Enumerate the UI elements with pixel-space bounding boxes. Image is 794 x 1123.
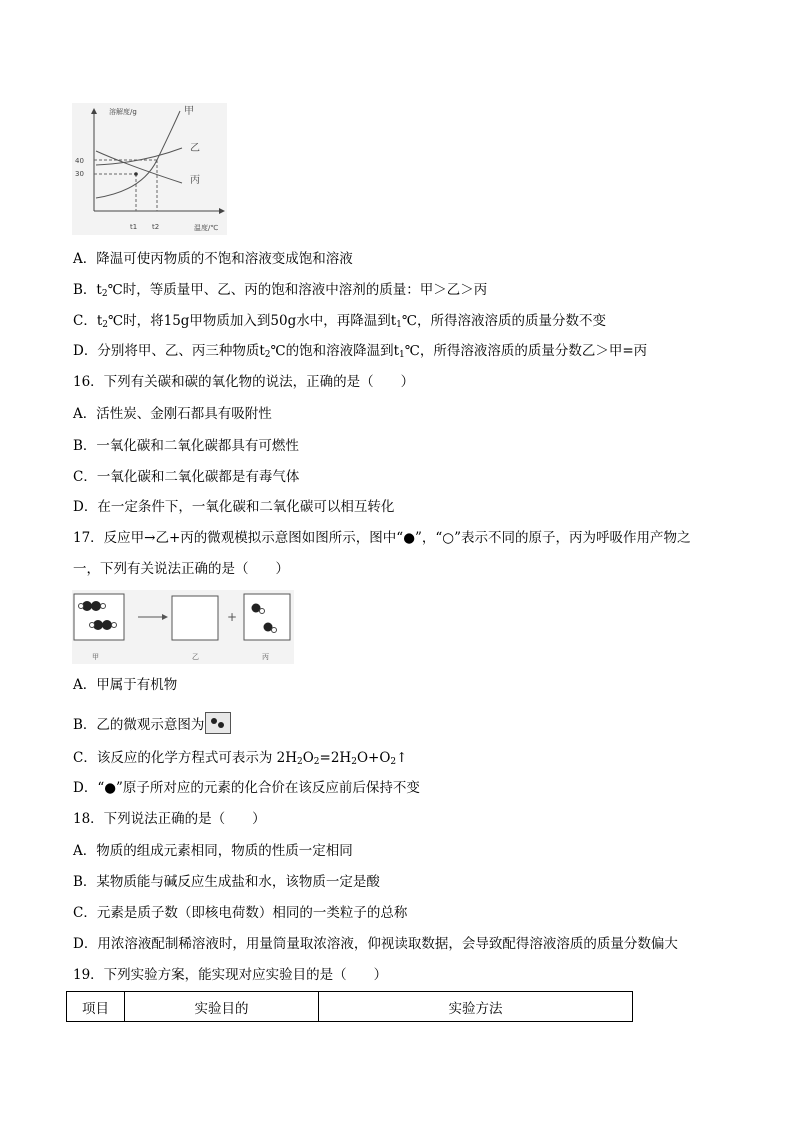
q17-stem-line1: 17．反应甲→乙+丙的微观模拟示意图如图所示，图中“●”，“○”表示不同的原子，丙为呼吸作用产物之 [73,530,691,546]
label-bing: 丙 [262,653,269,661]
q16-option-b: B．一氧化碳和二氧化碳都具有可燃性 [73,438,299,454]
header-item: 项目 [67,992,125,1022]
y-axis-label: 溶解度/g [109,108,137,116]
curve-bing [96,151,182,183]
q15-option-d: D．分别将甲、乙、丙三种物质$t_2℃$的饱和溶液降温到$t_1℃$，所得溶液溶质的质量分数乙＞甲=丙 [73,343,648,360]
q17-option-d: D．“●”原子所对应的元素的化合价在该反应前后保持不变 [73,780,420,796]
q16-option-c: C．一氧化碳和二氧化碳都是有毒气体 [73,469,300,485]
x-axis-label: 温度/℃ [194,224,219,232]
q16-option-a: A．活性炭、金刚石都具有吸附性 [73,406,272,422]
x-tick-t2: t2 [152,223,160,231]
q17-option-b: B．乙的微观示意图为 [73,712,231,734]
header-method: 实验方法 [319,992,633,1022]
q17-stem-line2: 一，下列有关说法正确的是（ ） [73,561,289,577]
curve-label-jia: 甲 [184,106,194,117]
y-tick-40: 40 [75,157,84,165]
q15-option-c: C．$t_2℃$时，将15g甲物质加入到50g水中，再降温到$t_1℃$，所得溶液溶质的质量分数不变 [73,313,607,330]
q17-option-a: A．甲属于有机物 [73,677,178,693]
q19-stem: 19．下列实验方案，能实现对应实验目的是（ ） [73,967,388,983]
solubility-graph [72,103,227,235]
q18-option-a: A．物质的组成元素相同，物质的性质一定相同 [73,843,353,859]
y-tick-30: 30 [75,170,84,178]
q15-option-b: B．$t_2℃$时，等质量甲、乙、丙的饱和溶液中溶剂的质量：甲＞乙＞丙 [73,282,488,299]
q18-option-b: B．某物质能与碱反应生成盐和水，该物质一定是酸 [73,874,380,890]
q18-option-d: D．用浓溶液配制稀溶液时，用量筒量取浓溶液，仰视读取数据，会导致配得溶液溶质的质量分数偏大 [73,936,678,952]
curve-label-bing: 丙 [190,175,200,186]
molecule-box-icon [205,712,231,734]
table-header-row [67,992,633,1022]
svg-text:+: + [227,610,238,624]
label-yi: 乙 [192,653,199,661]
q16-option-d: D．在一定条件下，一氧化碳和二氧化碳可以相互转化 [73,499,395,515]
q17-option-c: C．该反应的化学方程式可表示为 $2H_2O_2=2H_2O+O_2↑$ [73,750,408,767]
reaction-diagram [72,590,294,664]
curve-label-yi: 乙 [190,143,200,154]
x-tick-t1: t1 [130,223,138,231]
q18-stem: 18．下列说法正确的是（ ） [73,811,266,827]
q16-stem: 16．下列有关碳和碳的氧化物的说法，正确的是（ ） [73,374,415,390]
label-jia: 甲 [92,653,99,661]
curve-jia [96,111,180,198]
header-purpose: 实验目的 [125,992,319,1022]
q19-table [66,991,633,1022]
q18-option-c: C．元素是质子数（即核电荷数）相同的一类粒子的总称 [73,905,408,921]
q15-option-a: A．降温可使丙物质的不饱和溶液变成饱和溶液 [73,251,353,267]
